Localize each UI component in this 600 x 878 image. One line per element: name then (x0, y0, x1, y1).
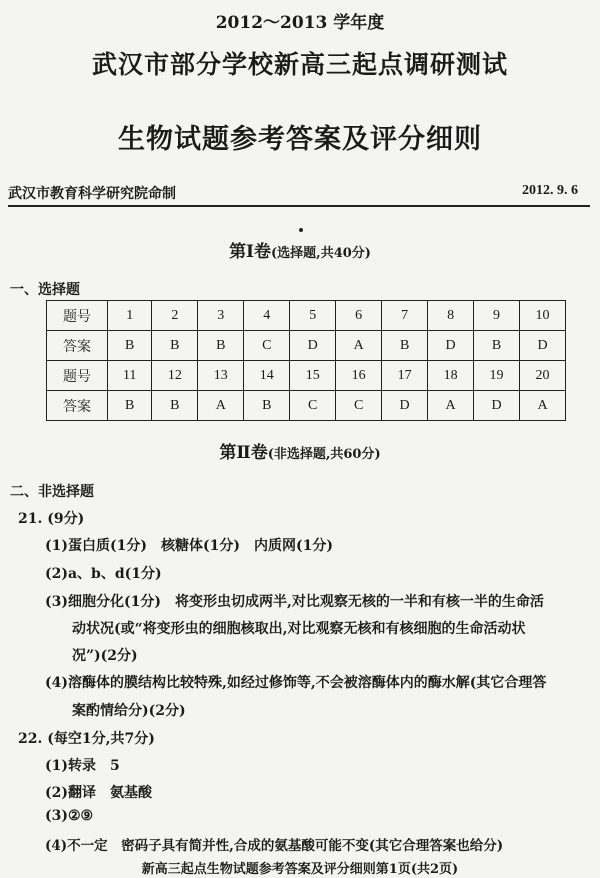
school-year: 2012～2013 学年度 (215, 13, 385, 33)
answer-table-row (47, 361, 566, 391)
answer-table-row (47, 301, 566, 331)
q22-answer-line: (3)②⑨ (45, 808, 94, 824)
answer-table-cell: 14 (244, 361, 290, 391)
answer-table-row (47, 331, 566, 361)
q22-number: 22. (每空1分,共7分) (18, 731, 155, 747)
answer-table-header-cell: 题号 (47, 361, 108, 391)
part2-heading (0, 438, 600, 463)
part2-title: 第Ⅱ卷 (219, 443, 268, 463)
answer-table-cell: C (336, 391, 382, 421)
answer-table-cell: B (108, 391, 152, 421)
answer-table-header-cell: 答案 (47, 391, 108, 421)
answer-table-cell: 6 (336, 301, 382, 331)
answer-table-cell: D (382, 391, 428, 421)
answer-table-cell: 20 (520, 361, 566, 391)
q21-answer-line: 案酌情给分)(2分) (72, 703, 186, 719)
answer-table-cell: 5 (290, 301, 336, 331)
answer-table-cell: B (152, 331, 198, 361)
exam-title: 武汉市部分学校新高三起点调研测试 (91, 50, 508, 79)
answer-table-cell: D (474, 391, 520, 421)
answer-table-cell: A (198, 391, 244, 421)
answer-table-cell: 4 (244, 301, 290, 331)
answer-table-cell: 19 (474, 361, 520, 391)
answer-table-cell: 2 (152, 301, 198, 331)
q21-answer-line: 况”)(2分) (72, 648, 138, 664)
institute-name: 武汉市教育科学研究院命制 (8, 186, 176, 202)
part1-heading (0, 237, 600, 262)
issue-date: 2012. 9. 6 (522, 183, 578, 198)
answer-table (46, 300, 566, 421)
section-nonchoice-heading: 二、非选择题 (10, 484, 94, 500)
answer-table-cell: B (382, 331, 428, 361)
part1-subtitle: (选择题,共40分) (271, 246, 371, 261)
answer-table-cell: 16 (336, 361, 382, 391)
answer-table-cell: 9 (474, 301, 520, 331)
q22-answer-line: (2)翻译 氨基酸 (45, 785, 152, 801)
q22-answer-line: (1)转录 5 (45, 758, 120, 774)
page-footer: 新高三起点生物试题参考答案及评分细则第1页(共2页) (141, 862, 459, 877)
section-choice-heading: 一、选择题 (10, 282, 80, 298)
answer-table-cell: 8 (428, 301, 474, 331)
header-divider (8, 205, 590, 207)
answer-table-cell: 13 (198, 361, 244, 391)
answer-table-cell: A (520, 391, 566, 421)
part1-title: 第Ⅰ卷 (229, 242, 272, 262)
answer-table-cell: B (108, 331, 152, 361)
answer-table-cell: 15 (290, 361, 336, 391)
answer-table-cell: B (244, 391, 290, 421)
answer-table-cell: C (244, 331, 290, 361)
answer-table-cell: 1 (108, 301, 152, 331)
answer-table-cell: D (520, 331, 566, 361)
q21-number: 21. (9分) (18, 511, 85, 527)
stray-dot (299, 228, 303, 232)
part2-subtitle: (非选择题,共60分) (267, 447, 381, 462)
q21-answer-line: (1)蛋白质(1分) 核糖体(1分) 内质网(1分) (45, 538, 333, 554)
answer-table-cell: A (336, 331, 382, 361)
answer-table-cell: B (198, 331, 244, 361)
answer-table-cell: 3 (198, 301, 244, 331)
answer-table-cell: B (152, 391, 198, 421)
q21-answer-line: (4)溶酶体的膜结构比较特殊,如经过修饰等,不会被溶酶体内的酶水解(其它合理答 (45, 675, 547, 691)
document-title: 生物试题参考答案及评分细则 (118, 124, 482, 155)
answer-table-cell: D (428, 331, 474, 361)
q21-answer-line: 动状况(或“将变形虫的细胞核取出,对比观察无核和有核细胞的生命活动状 (72, 621, 526, 637)
answer-table-cell: B (474, 331, 520, 361)
q21-answer-line: (3)细胞分化(1分) 将变形虫切成两半,对比观察无核的一半和有核一半的生命活 (45, 594, 544, 610)
answer-table-row (47, 391, 566, 421)
answer-table-cell: 17 (382, 361, 428, 391)
answer-table-header-cell: 答案 (47, 331, 108, 361)
answer-table-cell: C (290, 391, 336, 421)
q21-answer-line: (2)a、b、d(1分) (45, 566, 162, 582)
answer-table-cell: A (428, 391, 474, 421)
answer-table-cell: 12 (152, 361, 198, 391)
answer-table-cell: D (290, 331, 336, 361)
answer-table-cell: 11 (108, 361, 152, 391)
answer-table-cell: 10 (520, 301, 566, 331)
answer-table-cell: 7 (382, 301, 428, 331)
answer-table-header-cell: 题号 (47, 301, 108, 331)
answer-table-cell: 18 (428, 361, 474, 391)
q22-answer-line: (4)不一定 密码子具有简并性,合成的氨基酸可能不变(其它合理答案也给分) (45, 838, 504, 854)
